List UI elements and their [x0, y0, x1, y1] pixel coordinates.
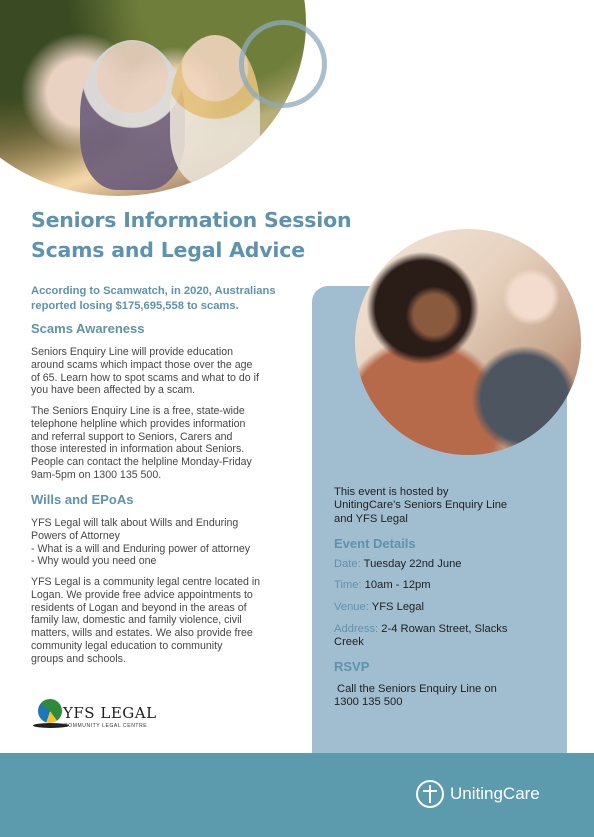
wills-paragraph-2 — [31, 576, 301, 666]
event-date — [334, 558, 549, 571]
text-line: 9am-5pm on 1300 135 500. — [31, 468, 162, 481]
text-line: of 65. Learn how to spot scams and what to do if — [31, 371, 259, 384]
text-line: and YFS Legal — [334, 512, 408, 525]
logo-name: YFS LEGAL — [63, 704, 157, 722]
wills-paragraph-1 — [31, 517, 301, 568]
text-line: - Why would you need one — [31, 555, 157, 568]
text-line: residents of Logan and beyond in the areas of — [31, 601, 247, 614]
text-line: - What is a will and Enduring power of attorney — [31, 542, 251, 555]
rsvp-phone: 1300 135 500 — [334, 696, 403, 709]
time-value: 10am - 12pm — [364, 579, 431, 591]
text-line: Logan. We provide free advice appointments to — [31, 588, 253, 601]
event-details-heading: Event Details — [334, 536, 416, 551]
venue-value: YFS Legal — [371, 601, 424, 613]
text-line: matters, wills and estates. We also provide free — [31, 627, 253, 640]
text-line: community legal education to community — [31, 639, 223, 652]
logo-subtitle: COMMUNITY LEGAL CENTRE — [64, 723, 148, 729]
event-venue — [334, 601, 549, 614]
text-line: Powers of Attorney — [31, 529, 120, 542]
text-line: you have been affected by a scam. — [31, 384, 196, 397]
time-label: Time: — [334, 579, 362, 591]
address-value: 2-4 Rowan Street, Slacks — [381, 623, 508, 635]
intro-line: reported losing $175,695,558 to scams. — [31, 299, 239, 312]
text-line: around scams which impact those over the age — [31, 358, 253, 371]
unitingcare-brand: UnitingCare — [450, 784, 540, 803]
text-line: Call the Seniors Enquiry Line on — [337, 683, 497, 695]
rsvp-heading: RSVP — [334, 659, 370, 674]
text-line: Seniors Enquiry Line will provide education — [31, 346, 233, 358]
text-line: YFS Legal will talk about Wills and Enduring — [31, 517, 239, 529]
decorative-ring — [239, 20, 327, 108]
text-line: and referral support to Seniors, Carers and — [31, 430, 233, 443]
text-line: groups and schools. — [31, 652, 126, 665]
venue-label: Venue: — [334, 601, 369, 613]
date-label: Date: — [334, 558, 361, 570]
text-line: People can contact the helpline Monday-Friday — [31, 456, 252, 469]
event-address — [334, 623, 549, 650]
wills-heading: Wills and EPoAs — [31, 492, 134, 507]
hosted-by-text — [334, 486, 549, 526]
event-time — [334, 579, 549, 592]
text-line: those interested in information about Seniors. — [31, 443, 245, 456]
unitingcare-cross-icon — [416, 780, 444, 808]
address-label: Address: — [334, 623, 379, 635]
photo-grandmother-baby — [355, 229, 581, 455]
page-title-line2: Scams and Legal Advice — [31, 238, 305, 262]
text-line: telephone helpline which provides information — [31, 417, 246, 430]
yfs-legal-logo-icon — [38, 699, 62, 723]
date-value: Tuesday 22nd June — [363, 558, 462, 570]
unitingcare-logo — [416, 779, 566, 811]
intro-line: According to Scamwatch, in 2020, Australians — [31, 285, 276, 297]
scams-paragraph-1 — [31, 346, 301, 397]
page-title-line1: Seniors Information Session — [31, 208, 352, 232]
text-line: UnitingCare's Seniors Enquiry Line — [334, 499, 508, 512]
address-value-line2: Creek — [334, 636, 364, 649]
intro-statement — [31, 284, 301, 313]
yfs-legal-logo — [33, 697, 163, 733]
text-line: The Seniors Enquiry Line is a free, state-wide — [31, 405, 245, 417]
text-line: family law, domestic and family violence, civil — [31, 614, 242, 627]
text-line: This event is hosted by — [334, 486, 449, 498]
text-line: YFS Legal is a community legal centre located in — [31, 576, 261, 588]
scams-heading: Scams Awareness — [31, 321, 145, 336]
scams-paragraph-2 — [31, 405, 301, 482]
rsvp-text — [334, 683, 552, 710]
